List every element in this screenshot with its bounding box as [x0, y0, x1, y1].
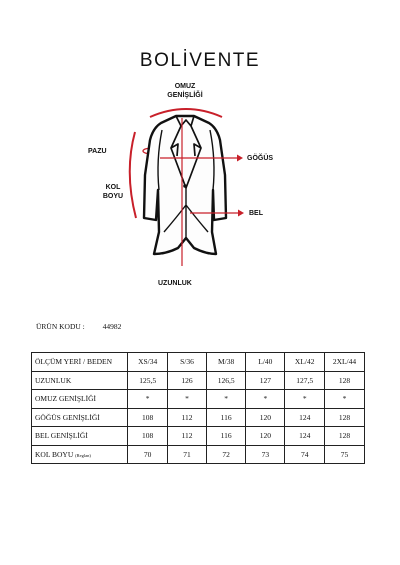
label-shoulder: OMUZ GENİŞLİĞİ — [167, 83, 203, 99]
row-label — [32, 445, 128, 464]
table-cell: * — [324, 390, 364, 409]
product-code-label: ÜRÜN KODU : — [36, 322, 85, 331]
header-cell: XS/34 — [128, 353, 168, 372]
header-cell: 2XL/44 — [324, 353, 364, 372]
table-cell: 112 — [167, 408, 206, 427]
table-row — [32, 408, 365, 427]
label-waist: BEL — [249, 210, 263, 217]
table-cell: 127,5 — [285, 371, 325, 390]
header-cell: ÖLÇÜM YERİ / BEDEN — [32, 353, 128, 372]
label-chest: GÖĞÜS — [247, 155, 274, 162]
table-cell: 125,5 — [128, 371, 168, 390]
table-cell: * — [206, 390, 245, 409]
header-cell: L/40 — [246, 353, 285, 372]
table-cell: * — [128, 390, 168, 409]
table-cell: 73 — [246, 445, 285, 464]
header-cell: S/36 — [167, 353, 206, 372]
table-row — [32, 445, 365, 464]
table-row — [32, 427, 365, 446]
table-cell: 128 — [324, 371, 364, 390]
table-cell: 116 — [206, 427, 245, 446]
table-cell: 128 — [324, 408, 364, 427]
table-cell: 74 — [285, 445, 325, 464]
table-cell: 127 — [246, 371, 285, 390]
waist-arrowhead — [238, 210, 244, 217]
table-cell: 75 — [324, 445, 364, 464]
table-header-row — [32, 353, 365, 372]
table-cell: 116 — [206, 408, 245, 427]
table-cell: 71 — [167, 445, 206, 464]
table-cell: * — [285, 390, 325, 409]
product-code-value: 44982 — [102, 322, 122, 331]
button-icon — [183, 184, 187, 188]
table-cell: 112 — [167, 427, 206, 446]
row-label: GÖĞÜS GENİŞLİĞİ — [32, 408, 128, 427]
table-cell: 126 — [167, 371, 206, 390]
table-row — [32, 371, 365, 390]
table-cell: 124 — [285, 408, 325, 427]
table-cell: 124 — [285, 427, 325, 446]
label-bicep: PAZU — [88, 148, 107, 155]
table-cell: 126,5 — [206, 371, 245, 390]
sleeve-measure-arc — [130, 132, 136, 218]
table-cell: 120 — [246, 427, 285, 446]
table-cell: 72 — [206, 445, 245, 464]
table-cell: 120 — [246, 408, 285, 427]
row-label: BEL GENİŞLİĞİ — [32, 427, 128, 446]
table-cell: 70 — [128, 445, 168, 464]
label-sleeve-length: KOL BOYU — [102, 184, 124, 200]
table-cell: 108 — [128, 427, 168, 446]
table-cell: * — [167, 390, 206, 409]
row-label-text: KOL BOYU — [35, 449, 74, 459]
row-label: OMUZ GENİŞLİĞİ — [32, 390, 128, 409]
table-cell: 128 — [324, 427, 364, 446]
header-cell: XL/42 — [285, 353, 325, 372]
size-chart-table — [31, 352, 365, 464]
brand-logo: BOLİVENTE — [139, 50, 261, 71]
row-label: UZUNLUK — [32, 371, 128, 390]
row-label-note: (Reglan) — [75, 452, 91, 458]
table-row — [32, 390, 365, 409]
label-length: UZUNLUK — [158, 280, 192, 287]
table-cell: 108 — [128, 408, 168, 427]
product-code — [36, 322, 121, 331]
header-cell: M/38 — [206, 353, 245, 372]
chest-arrowhead — [237, 155, 243, 162]
table-cell: * — [246, 390, 285, 409]
